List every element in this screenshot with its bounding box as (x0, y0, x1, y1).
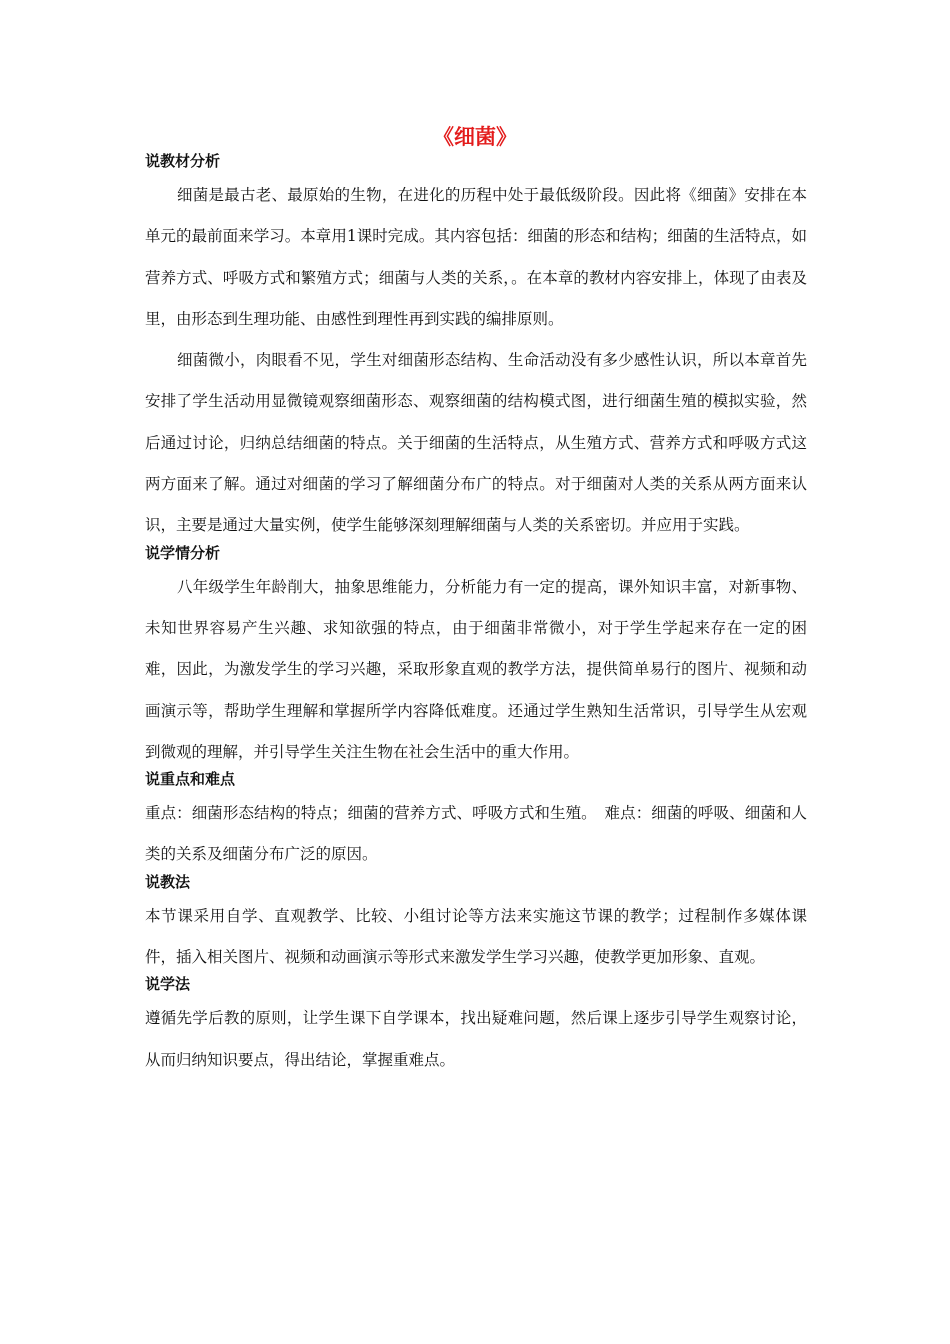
section-heading: 说教法 (145, 872, 191, 891)
paragraph: 八年级学生年龄削大，抽象思维能力，分析能力有一定的提高，课外知识丰富，对新事物、未知世界容易产生兴趣、求知欲强的特点，由于细菌非常微小，对于学生学起来存在一定的困难，因此，为激发学生的学习兴趣，采取形象直观的教学方法，提供简单易行的图片、视频和动画演示等，帮助学生理解和掌握所学内容降低难度。还通过学生熟知生活常识，引导学生从宏观到微观的理解，并引导学生关注生物在社会生活中的重大作用。 (145, 577, 807, 761)
section-student-analysis (145, 540, 807, 773)
section-textbook-analysis (145, 148, 807, 547)
section-heading: 说重点和难点 (145, 770, 236, 789)
section-key-points (145, 766, 807, 876)
paragraph: 细菌微小，肉眼看不见，学生对细菌形态结构、生命活动没有多少感性认识，所以本章首先安排了学生活动用显微镜观察细菌形态、观察细菌的结构模式图，进行细菌生殖的模拟实验，然后通过讨论，归纳总结细菌的特点。关于细菌的生活特点，从生殖方式、营养方式和呼吸方式这两方面来了解。通过对细菌的学习了解细菌分布广的特点。对于细菌对人类的关系从两方面来认识，主要是通过大量实例，使学生能够深刻理解细菌与人类的关系密切。并应用于实践。 (145, 351, 807, 535)
document-title: 《细菌》 (433, 124, 517, 149)
section-heading: 说学情分析 (145, 543, 221, 562)
section-heading: 说教材分析 (145, 152, 221, 170)
paragraph: 遵循先学后教的原则，让学生课下自学课本，找出疑难问题，然后课上逐步引导学生观察讨论，从而归纳知识要点，得出结论，掌握重难点。 (145, 1009, 807, 1069)
section-heading: 说学法 (145, 975, 191, 994)
paragraph: 细菌是最古老、最原始的生物，在进化的历程中处于最低级阶段。因此将《细菌》安排在本单元的最前面来学习。本章用1课时完成。其内容包括：细菌的形态和结构；细菌的生活特点，如营养方式、呼吸方式和繁殖方式；细菌与人类的关系，。在本章的教材内容安排上，体现了由表及里，由形态到生理功能、由感性到理性再到实践的编排原则。 (145, 186, 807, 328)
paragraph: 本节课采用自学、直观教学、比较、小组讨论等方法来实施这节课的教学；过程制作多媒体课件，插入相关图片、视频和动画演示等形式来激发学生学习兴趣，使教学更加形象、直观。 (145, 906, 807, 967)
paragraph: 重点：细菌形态结构的特点；细菌的营养方式、呼吸方式和生殖。 难点：细菌的呼吸、细菌和人类的关系及细菌分布广泛的原因。 (145, 804, 807, 864)
section-learning-method (145, 971, 807, 1081)
document-body (145, 148, 807, 1081)
section-teaching-method (145, 869, 807, 979)
